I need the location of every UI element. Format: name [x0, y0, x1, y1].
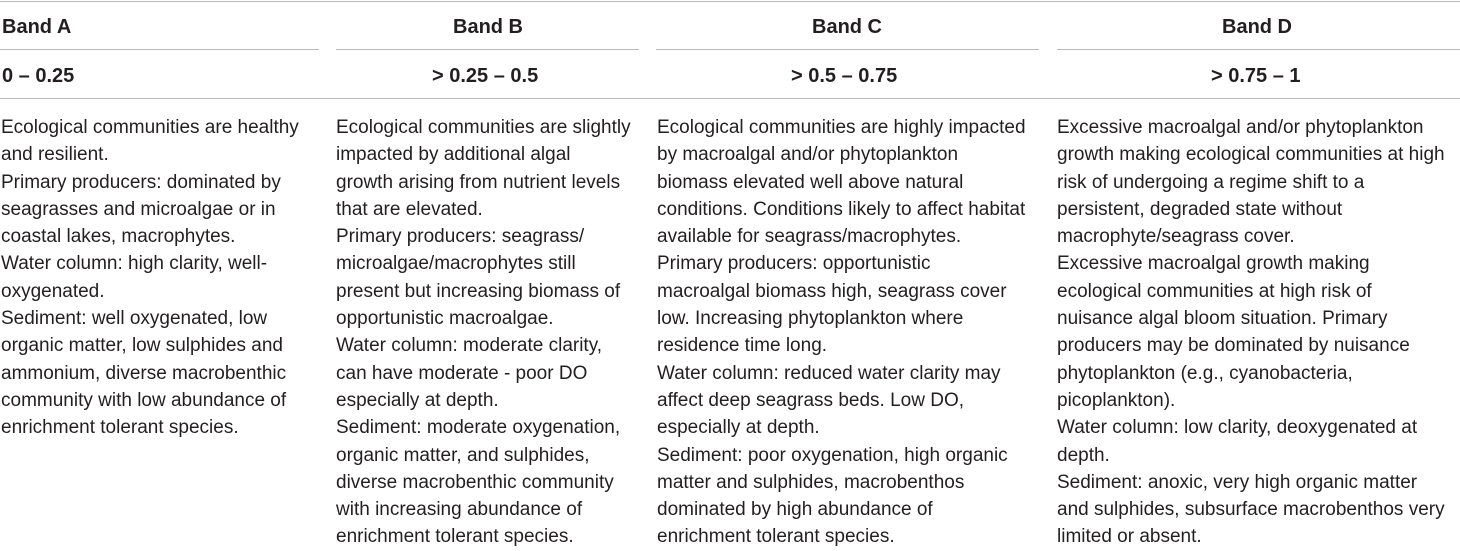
cell-line: Sediment: well oxygenated, low	[1, 308, 268, 330]
cell-line: growth making ecological communities at high	[1057, 144, 1445, 166]
cell-line: conditions. Conditions likely to affect habitat	[657, 198, 1026, 220]
cell-line: affect deep seagrass beds. Low DO,	[657, 389, 964, 411]
cell-line: producers may be dominated by nuisance	[1057, 335, 1410, 357]
cell-line: available for seagrass/macrophytes.	[657, 226, 962, 248]
cell-line: enrichment tolerant species.	[657, 526, 895, 548]
cell-line: growth arising from nutrient levels	[336, 171, 621, 193]
cell-line: limited or absent.	[1057, 526, 1202, 548]
cell-line: with increasing abundance of	[336, 499, 583, 521]
cell-line: Excessive macroalgal and/or phytoplankton	[1057, 117, 1424, 138]
cell-line: Primary producers: opportunistic	[657, 253, 931, 275]
cell-line: can have moderate - poor DO	[336, 362, 588, 384]
cell-line: and resilient.	[1, 144, 109, 166]
cell-line: ecological communities at high risk of	[1057, 280, 1372, 302]
header-rule-b	[336, 49, 639, 50]
cell-line: Ecological communities are slightly	[336, 117, 631, 138]
cell-line: nuisance algal bloom situation. Primary	[1057, 308, 1388, 330]
cell-line: biomass elevated well above natural	[657, 171, 964, 193]
cell-line: Water column: reduced water clarity may	[657, 362, 1001, 384]
header-bottom-rule	[0, 98, 1460, 99]
cell-line: oxygenated.	[1, 280, 105, 302]
cell-line: ammonium, diverse macrobenthic	[1, 362, 287, 384]
cell-band-a	[1, 114, 299, 442]
cell-line: opportunistic macroalgae.	[336, 308, 554, 330]
cell-line: phytoplankton (e.g., cyanobacteria,	[1057, 362, 1353, 384]
cell-line: macroalgal biomass high, seagrass cover	[657, 280, 1007, 302]
cell-band-d	[1057, 114, 1445, 551]
header-band-a: Band A	[2, 16, 72, 38]
cell-line: low. Increasing phytoplankton where	[657, 308, 964, 330]
cell-line: microalgae/macrophytes still	[336, 253, 576, 275]
cell-line: especially at depth.	[657, 417, 820, 439]
cell-line: organic matter, and sulphides,	[336, 444, 590, 466]
cell-line: Ecological communities are healthy	[1, 117, 299, 138]
cell-line: coastal lakes, macrophytes.	[1, 226, 236, 248]
cell-line: Water column: moderate clarity,	[336, 335, 603, 357]
cell-line: especially at depth.	[336, 389, 499, 411]
cell-line: diverse macrobenthic community	[336, 471, 614, 493]
table-top-rule	[0, 1, 1460, 2]
cell-line: enrichment tolerant species.	[1, 417, 239, 439]
cell-line: organic matter, low sulphides and	[1, 335, 283, 357]
cell-line: risk of undergoing a regime shift to a	[1057, 171, 1365, 193]
cell-line: matter and sulphides, macrobenthos	[657, 471, 965, 493]
cell-line: that are elevated.	[336, 198, 483, 220]
header-band-c: Band C	[812, 16, 882, 38]
cell-line: enrichment tolerant species.	[336, 526, 574, 548]
cell-band-b	[336, 114, 631, 551]
cell-line: macrophyte/seagrass cover.	[1057, 226, 1295, 248]
header-rule-d	[1057, 49, 1460, 50]
cell-line: picoplankton).	[1057, 389, 1176, 411]
cell-line: and sulphides, subsurface macrobenthos very	[1057, 499, 1445, 521]
cell-line: Excessive macroalgal growth making	[1057, 253, 1370, 275]
cell-line: Sediment: moderate oxygenation,	[336, 417, 621, 439]
cell-line: Water column: high clarity, well-	[1, 253, 268, 275]
cell-line: Sediment: anoxic, very high organic matter	[1057, 471, 1418, 493]
cell-line: impacted by additional algal	[336, 144, 571, 166]
header-range-d: > 0.75 – 1	[1211, 65, 1301, 87]
header-range-b: > 0.25 – 0.5	[432, 65, 539, 87]
cell-band-c	[657, 114, 1026, 551]
cell-line: dominated by high abundance of	[657, 499, 933, 521]
header-band-b: Band B	[453, 16, 523, 38]
header-rule-c	[656, 49, 1039, 50]
cell-line: community with low abundance of	[1, 389, 287, 411]
cell-line: residence time long.	[657, 335, 828, 357]
cell-line: Primary producers: dominated by	[1, 171, 281, 193]
header-rule-a	[0, 49, 319, 50]
header-range-c: > 0.5 – 0.75	[791, 65, 898, 87]
cell-line: Primary producers: seagrass/	[336, 226, 585, 248]
cell-line: Ecological communities are highly impacted	[657, 117, 1026, 138]
header-band-d: Band D	[1222, 16, 1292, 38]
cell-line: depth.	[1057, 444, 1110, 466]
cell-line: present but increasing biomass of	[336, 280, 621, 302]
cell-line: persistent, degraded state without	[1057, 198, 1343, 220]
header-range-a: 0 – 0.25	[2, 65, 75, 87]
cell-line: Sediment: poor oxygenation, high organic	[657, 444, 1008, 466]
cell-line: seagrasses and microalgae or in	[1, 198, 276, 220]
cell-line: by macroalgal and/or phytoplankton	[657, 144, 959, 166]
cell-line: Water column: low clarity, deoxygenated at	[1057, 417, 1418, 439]
